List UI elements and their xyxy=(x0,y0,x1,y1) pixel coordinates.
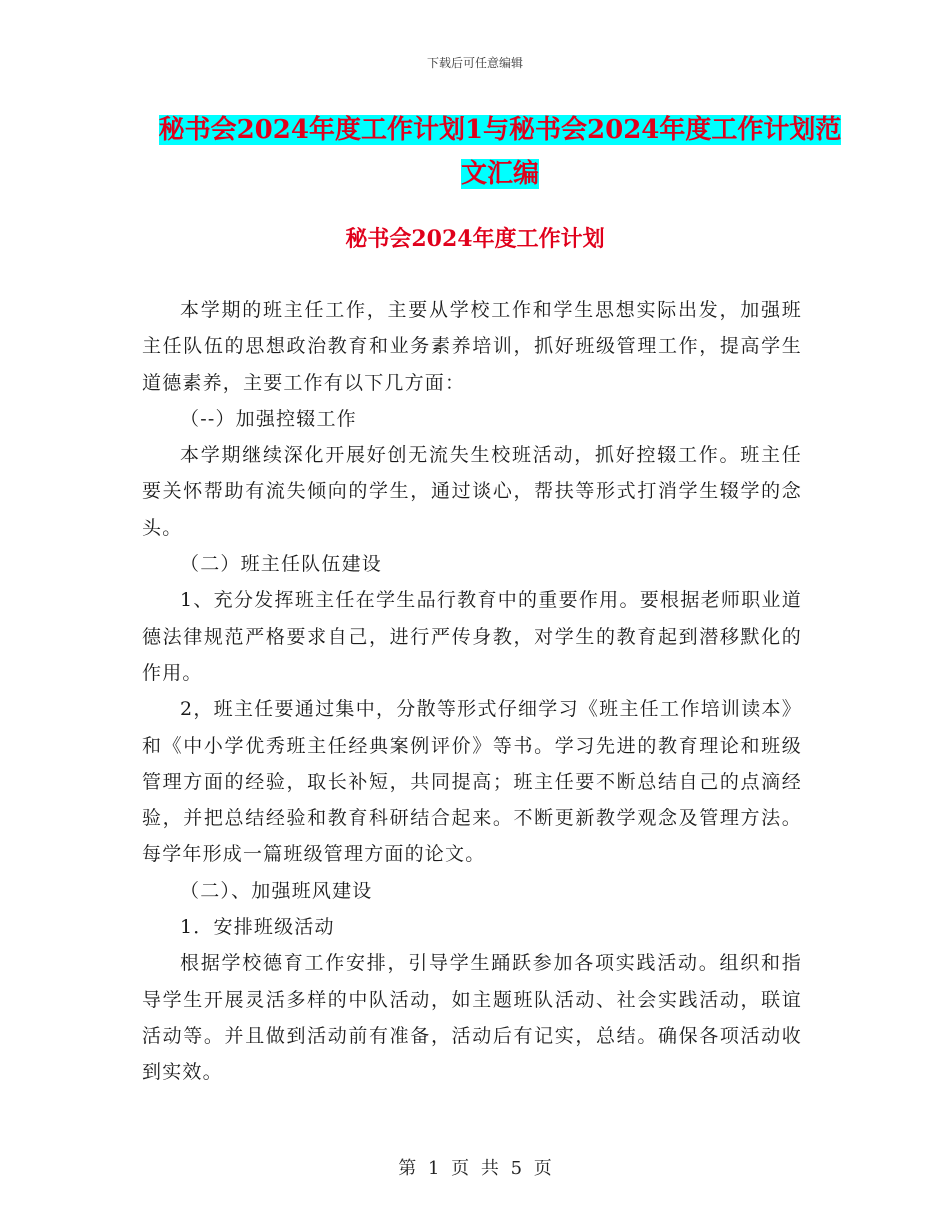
page-footer: 第 1 页 共 5 页 xyxy=(398,1158,552,1179)
paragraph-dropout-control: 本学期继续深化开展好创无流失生校班活动，抓好控辍工作。班主任要关怀帮助有流失倾向的学生，通过谈心，帮扶等形式打消学生辍学的念头。 xyxy=(142,444,802,539)
document-body xyxy=(142,292,802,1091)
section-heading-teacher-team: （二）班主任队伍建设 xyxy=(180,553,383,576)
paragraph-intro: 本学期的班主任工作，主要从学校工作和学生思想实际出发，加强班主任队伍的思想政治教育和业务素养培训，抓好班级管理工作，提高学生道德素养，主要工作有以下几方面： xyxy=(142,299,802,394)
section-heading-dropout-control: （--）加强控辍工作 xyxy=(180,407,357,430)
subsection-heading-class-activities: 1．安排班级活动 xyxy=(180,916,335,939)
document-sub-title: 秘书会2024年度工作计划 xyxy=(345,226,605,252)
paragraph-teacher-team-1: 1、充分发挥班主任在学生品行教育中的重要作用。要根据老师职业道德法律规范严格要求自己，进行严传身教，对学生的教育起到潜移默化的作用。 xyxy=(142,589,802,684)
main-title-text: 秘书会2024年度工作计划1与秘书会2024年度工作计划范文汇编 xyxy=(158,115,842,189)
section-heading-class-spirit: （二）、加强班风建设 xyxy=(180,879,373,902)
paragraph-class-activities: 根据学校德育工作安排，引导学生踊跃参加各项实践活动。组织和指导学生开展灵活多样的中队活动，如主题班队活动、社会实践活动，联谊活动等。并且做到活动前有准备，活动后有记实，总结。确保各项活动收到实效。 xyxy=(142,952,802,1084)
paragraph-teacher-team-2: 2，班主任要通过集中，分散等形式仔细学习《班主任工作培训读本》和《中小学优秀班主任经典案例评价》等书。学习先进的教育理论和班级管理方面的经验，取长补短，共同提高；班主任要不断总结自己的点滴经验，并把总结经验和教育科研结合起来。不断更新教学观念及管理方法。每学年形成一篇班级管理方面的论文。 xyxy=(142,698,802,866)
header-note: 下载后可任意编辑 xyxy=(426,56,523,70)
document-main-title xyxy=(150,108,850,196)
